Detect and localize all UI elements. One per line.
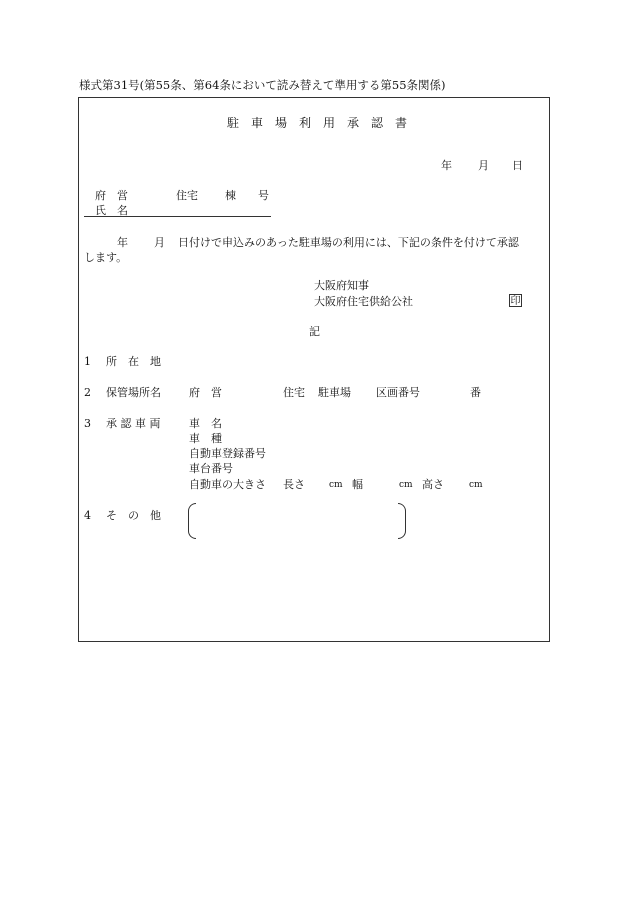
body-month-label: 月 (154, 236, 165, 249)
note-heading: 記 (309, 325, 320, 338)
other-bracket-right (398, 503, 406, 539)
recipient-name-label: 氏 名 (95, 204, 128, 217)
name-underline (84, 216, 271, 217)
issuer-governor: 大阪府知事 (314, 279, 369, 292)
height-unit: cm (469, 480, 483, 490)
item2-number: 2 (84, 386, 91, 399)
date-day-label: 日 (512, 159, 523, 172)
vehicle-length-label: 長さ (283, 478, 305, 491)
item1-number: 1 (84, 355, 91, 368)
body-text-line1: 日付けで申込みのあった駐車場の利用には、下記の条件を付けて承認 (178, 236, 519, 249)
item2-housing: 住宅 (283, 386, 305, 399)
item3-label: 承 認 車 両 (106, 417, 161, 430)
item4-label: そ の 他 (106, 509, 161, 522)
item2-lot: 駐車場 (318, 386, 351, 399)
recipient-number: 号 (258, 189, 269, 202)
seal-mark: 印 (510, 296, 521, 307)
form-frame (78, 97, 550, 642)
date-year-label: 年 (441, 159, 452, 172)
body-text-line2: します。 (84, 251, 128, 264)
recipient-housing: 住宅 (176, 189, 198, 202)
item4-number: 4 (84, 509, 91, 522)
recipient-building: 棟 (225, 189, 236, 202)
vehicle-width-label: 幅 (352, 478, 363, 491)
recipient-prefix: 府 営 (95, 189, 128, 202)
item2-label: 保管場所名 (106, 386, 161, 399)
vehicle-name-label: 車 名 (189, 417, 222, 430)
item2-ban: 番 (470, 386, 481, 399)
other-bracket-left (188, 503, 196, 539)
body-year-label: 年 (117, 236, 128, 249)
item2-prefix: 府 営 (189, 386, 222, 399)
width-unit: cm (399, 480, 413, 490)
item1-label: 所 在 地 (106, 355, 161, 368)
issuer-corporation: 大阪府住宅供給公社 (314, 295, 413, 308)
vehicle-type-label: 車 種 (189, 432, 222, 445)
vehicle-chassis-label: 車台番号 (189, 462, 233, 475)
vehicle-registration-label: 自動車登録番号 (189, 447, 266, 460)
form-number: 様式第31号(第55条、第64条において読み替えて準用する第55条関係) (79, 78, 446, 92)
document-title: 駐 車 場 利 用 承 認 書 (227, 116, 408, 130)
vehicle-height-label: 高さ (422, 478, 444, 491)
date-month-label: 月 (478, 159, 489, 172)
item3-number: 3 (84, 417, 91, 430)
length-unit: cm (329, 480, 343, 490)
vehicle-size-label: 自動車の大きさ (189, 478, 266, 491)
item2-section: 区画番号 (376, 386, 420, 399)
